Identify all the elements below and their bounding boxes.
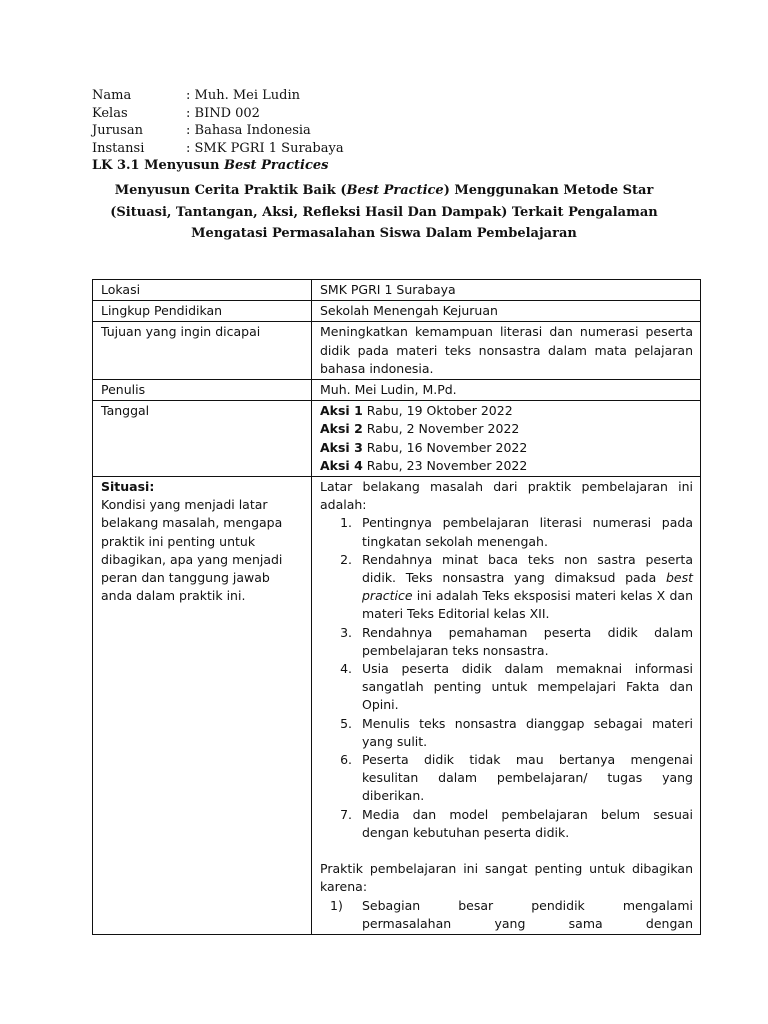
aksi-label: Aksi 3 [320,439,363,455]
table-row [93,301,701,322]
identity-row-instansi [92,140,344,158]
situasi-intro: Latar belakang masalah dari praktik pembelajaran ini adalah: [320,479,693,513]
tujuan-label: Tujuan yang ingin dicapai [93,322,312,380]
situasi-label: Situasi: [101,479,155,495]
title-part-1: Menyusun Cerita Praktik Baik ( [114,183,347,198]
identity-row-jurusan [92,122,344,140]
aksi-date: Rabu, 2 November 2022 [362,421,520,437]
importance-line-1: Sebagian besar pendidik mengalami [362,897,693,913]
lk-prefix: LK 3.1 Menyusun [92,158,224,173]
identity-key: Instansi [92,140,145,156]
list-item: 7. Media dan model pembelajaran belum sesuai dengan kebutuhan peserta didik. [356,806,693,842]
aksi-1 [320,402,693,420]
table-row [93,322,701,380]
penulis-value: Muh. Mei Ludin, M.Pd. [312,380,701,401]
importance-list [320,897,693,933]
list-item: 5. Menulis teks nonsastra dianggap sebagai materi yang sulit. [356,715,693,751]
list-item: 1. Pentingnya pembelajaran literasi numerasi pada tingkatan sekolah menengah. [356,514,693,550]
importance-intro: Praktik pembelajaran ini sangat penting untuk dibagikan karena: [320,861,693,895]
identity-value: : Bahasa Indonesia [186,123,311,138]
situasi-label-cell [93,477,312,935]
identity-value: : SMK PGRI 1 Surabaya [186,140,344,156]
identity-value: : BIND 002 [186,105,260,121]
list-item: 4. Usia peserta didik dalam memaknai informasi sangatlah penting untuk mempelajari Fakta dan Opini. [356,660,693,715]
penulis-label: Penulis [93,380,312,401]
reason-2-rest: ini adalah Teks eksposisi materi kelas X dan materi Teks Editorial kelas XII. [362,588,693,622]
aksi-date: Rabu, 16 November 2022 [362,439,528,455]
identity-block [92,87,344,175]
lk-italic: Best Practices [223,158,329,173]
list-item: 3. Rendahnya pemahaman peserta didik dalam pembelajaran teks nonsastra. [356,624,693,660]
identity-row-nama [92,87,344,105]
aksi-label: Aksi 4 [320,457,363,473]
table-row [93,477,701,935]
identity-key: Kelas [92,105,128,121]
reason-2-italic: best practice [362,570,693,604]
identity-key: Jurusan [92,123,143,138]
lokasi-label: Lokasi [93,280,312,301]
table-row [93,401,701,477]
title-italic: Best Practice [346,183,444,198]
lokasi-value: SMK PGRI 1 Surabaya [312,280,701,301]
identity-value: : Muh. Mei Ludin [186,88,300,103]
identity-row-kelas [92,105,344,123]
reason-list [320,514,693,842]
importance-marker: 1) [330,897,343,913]
list-item: 6. Peserta didik tidak mau bertanya mengenai kesulitan dalam pembelajaran/ tugas yang diberikan. [356,751,693,806]
aksi-date: Rabu, 19 Oktober 2022 [362,403,513,419]
lingkup-value: Sekolah Menengah Kejuruan [312,301,701,322]
table-row [93,280,701,301]
list-item [330,897,693,933]
document-title [100,180,668,245]
aksi-3 [320,439,693,457]
reason-2-text: Rendahnya minat baca teks non sastra peserta didik. Teks nonsastra yang dimaksud pada [362,551,693,586]
aksi-2 [320,420,693,438]
list-item [356,551,693,624]
lingkup-label: Lingkup Pendidikan [93,301,312,322]
situasi-description: Kondisi yang menjadi latar belakang masalah, mengapa praktik ini penting untuk dibagikan, apa yang menjadi peran dan tanggung jawab anda dalam praktik ini. [101,497,283,604]
tujuan-value: Meningkatkan kemampuan literasi dan numerasi peserta didik pada materi teks nonsastra dalam mata pelajaran bahasa indonesia. [312,322,701,380]
aksi-4 [320,457,693,475]
lk-heading [92,157,344,175]
situasi-content [312,477,701,935]
tanggal-value [312,401,701,477]
importance-line-2: permasalahan yang sama dengan [362,915,693,931]
title-part-2: ) Menggunakan Metode Star (Situasi, Tantangan, Aksi, Refleksi Hasil Dan Dampak) Terkait Pengalaman Mengatasi Permasalahan Siswa Dalam Pembelajaran [110,183,658,241]
aksi-label: Aksi 1 [320,403,363,419]
practice-table [92,279,701,935]
aksi-date: Rabu, 23 November 2022 [362,457,528,473]
aksi-label: Aksi 2 [320,421,363,437]
tanggal-label: Tanggal [93,401,312,477]
table-row [93,380,701,401]
identity-key: Nama [92,88,132,103]
